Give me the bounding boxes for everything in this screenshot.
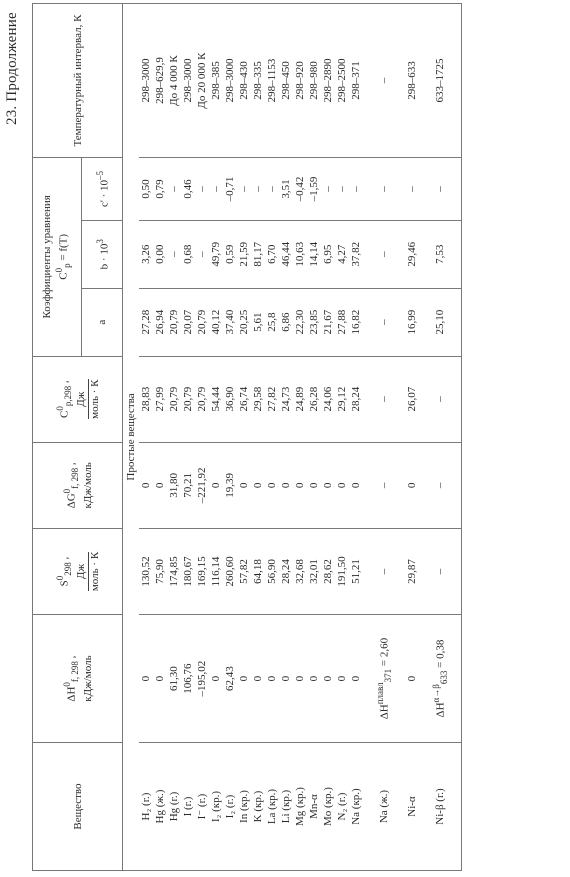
table-row: La (кр.) 0 56,90 0 27,82 25,8 6,70 – 298–1153 <box>265 4 279 871</box>
table-row: Mn-α 0 32,01 0 26,28 23,85 14,14 –1,59 298–980 <box>307 4 321 871</box>
table-row: Ni-α 0 29,87 0 26,07 16,99 29,46 – 298–633 <box>405 4 419 871</box>
table-row: Li (кр.) 0 28,24 0 24,73 6,86 46,44 3,51 298–450 <box>279 4 293 871</box>
table-row: Ni-β (г.) $\Delta H^{\alpha\to\beta}_{633} = 0,38$ – – – 25,10 7,53 – 633–1725 <box>419 4 462 871</box>
header-s: $S^0_{298}$ , Дж моль · К <box>33 528 123 614</box>
table-row: Mg (кр.) 0 32,68 0 24,89 22,30 10,63 –0,42 298–920 <box>293 4 307 871</box>
table-row: I₂ (г.) 62,43 260,60 19,39 36,90 37,40 0,59 –0,71 298–3000 <box>223 4 237 871</box>
header-coefficients: Коэффициенты уравнения $C^0_p = f(T)$ <box>33 158 82 356</box>
table-row: Hg (ж.) 0 75,90 0 27,99 26,94 0,00 0,79 298–629,9 <box>153 4 167 871</box>
table-row: Na (кр.) 0 51,21 0 28,24 16,82 37,82 – 298–371 <box>349 4 363 871</box>
table-row: K (кр.) 0 64,18 0 29,58 5,61 81,17 – 298–335 <box>251 4 265 871</box>
thermo-table <box>32 3 462 871</box>
table-row: In (кр.) 0 57,82 0 26,74 20,25 21,59 – 298–430 <box>237 4 251 871</box>
header-c: $c' \cdot 10^{-5}$ <box>82 158 123 221</box>
table-row: I (г.) 106,76 180,67 70,21 20,79 20,07 0,68 0,46 298–3000 <box>181 4 195 871</box>
header-cp: $C^0_{p,298}$ , Дж моль · К <box>33 356 123 442</box>
table-row: I₂ (кр.) 0 116,14 0 54,44 40,12 49,79 – 298–385 <box>209 4 223 871</box>
table-row: H₂ (г.) 0 130,52 0 28,83 27,28 3,26 0,50 298–3000 <box>139 4 153 871</box>
header-dh: $\Delta H^0_{f, 298}$ , кДж/моль <box>33 615 123 743</box>
header-a: a <box>82 288 123 356</box>
header-b: $b \cdot 10^3$ <box>82 220 123 288</box>
header-temp: Температурный интервал, К <box>33 4 123 158</box>
header-dg: $\Delta G^0_{f, 298}$ , кДж/моль <box>33 442 123 528</box>
table-caption: 23. Продолжение <box>4 12 20 125</box>
table-row: Mo (кр.) 0 28,62 0 24,06 21,67 6,95 – 298–2890 <box>321 4 335 871</box>
table-row: N₂ (г.) 0 191,50 0 29,12 27,88 4,27 – 298–2500 <box>335 4 349 871</box>
table-row: I⁻ (г.) –195,02 169,15 –221,92 20,79 20,79 – – До 20 000 К <box>195 4 209 871</box>
table-row: Na (ж.) $\Delta H^{плавл}_{371} = 2,60$ – – – – – – – <box>363 4 405 871</box>
table-row: Hg (г.) 61,30 174,85 31,80 20,79 20,79 – – До 4 000 К <box>167 4 181 871</box>
header-substance: Вещество <box>33 743 123 871</box>
section-label: Простые вещества <box>123 4 140 871</box>
